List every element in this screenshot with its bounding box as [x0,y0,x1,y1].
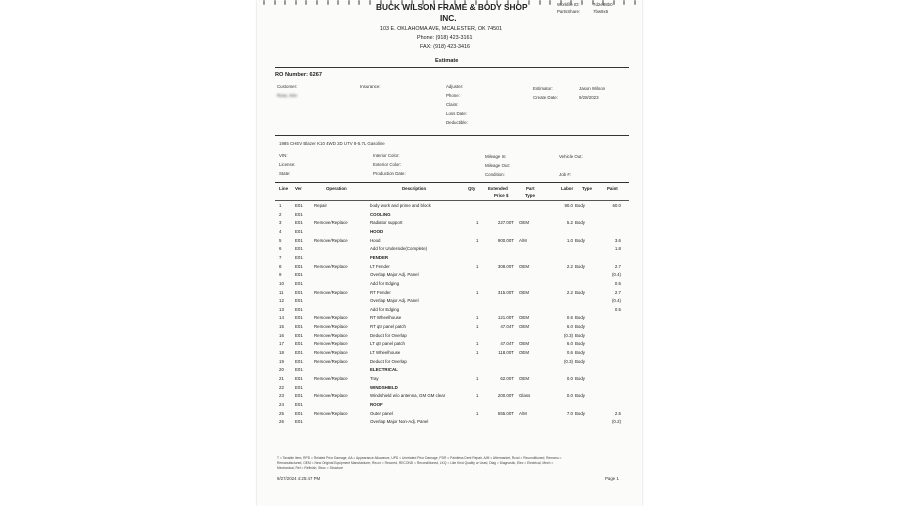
cell-desc: Deduct for Overlap [370,332,407,338]
cell-ver: E01 [295,401,303,407]
cell-labor: 0.6 [566,350,573,356]
cell-op: Remove/Replace [314,289,348,295]
cell-desc: Radiator support [370,220,403,226]
spiral-ring [274,0,276,5]
shop-address: 103 E. OKLAHOMA AVE, MCALESTER, OK 74501 [380,26,503,32]
cell-price: 121.00T [497,315,514,321]
cell-part: A/M [519,237,527,243]
customer-name: Ross, Kim [277,93,298,98]
cell-paint: (0.2) [611,419,621,425]
legend-line-2: Remanufactured, OEM = New Original Equipment Manufacturer, Recor = Recored, RECOND = Reconditioned, LKQ = Like Kind Quality or Used, Diag = Diagnostic, Elec = Electrical, Mech = [277,461,554,465]
table-row [257,272,642,281]
cell-type: Body [575,324,586,330]
cell-op: Remove/Replace [314,410,348,416]
shop-phone: Phone: (918) 423-3161 [417,35,473,41]
vehicle-description: 1985 CHEV Blazer K10 4WD 2D UTV 8-5.7L Gasoline [279,141,385,146]
cell-desc: Hood [370,237,381,243]
cell-line: 26 [279,419,284,425]
cell-line: 8 [279,263,282,269]
cell-desc: RT Fender [370,289,391,295]
cell-ver: E01 [295,203,303,208]
cell-part: OEM [519,376,530,381]
spiral-ring [284,0,286,5]
cell-line: 18 [279,350,284,356]
interior-color-label: Interior Color: [373,153,400,158]
cell-qty: 1 [476,393,479,399]
cell-price: 555.00T [497,410,514,416]
cell-op: Remove/Replace [314,393,348,399]
spiral-ring [613,0,615,5]
cell-ver: E01 [295,367,303,373]
spiral-ring [295,0,297,5]
table-row [257,350,642,359]
cell-line: 11 [279,289,284,295]
cell-type: Body [575,315,586,321]
cell-ver: E01 [295,315,303,321]
cell-price: 47.04T [500,341,514,347]
cell-op: Remove/Replace [314,315,348,321]
cell-qty: 1 [476,220,479,226]
cell-ver: E01 [295,376,303,381]
table-row [257,255,642,264]
customer-label: Customer: [277,84,298,89]
cell-paint: 0.5 [614,280,621,286]
create-date-value: 9/28/2023 [579,95,599,100]
cell-price: 227.00T [497,220,514,226]
table-row [257,367,642,376]
cell-part: OEM [519,324,530,330]
header-description: Description [402,186,427,191]
cell-ver: E01 [295,298,303,304]
cell-desc: RT qtr panel patch [370,324,406,330]
table-row [257,393,642,402]
table-row [257,229,642,238]
cell-price: 900.00T [497,237,514,243]
cell-ver: E01 [295,384,303,390]
cell-price: 47.04T [500,324,514,330]
cell-qty: 1 [476,237,479,243]
cell-desc: Add for Underside(Complete) [370,246,428,252]
cell-line: 21 [279,376,284,381]
cell-price: 315.00T [497,289,514,295]
claim-label: Claim: [446,102,459,107]
cell-line: 2 [279,211,282,217]
cell-paint: (0.4) [611,298,621,304]
cell-price: 308.00T [497,263,514,269]
cell-desc: Deduct for Overlap [370,358,407,364]
table-row [257,419,642,428]
vehicle-out-label: Vehicle Out: [559,154,583,159]
cell-desc: LT Wheelhouse [370,350,401,356]
cell-line: 17 [279,341,284,347]
cell-line: 20 [279,367,284,373]
cell-ver: E01 [295,220,303,226]
header-labor: Labor [561,186,574,191]
license-label: License: [279,162,296,167]
cell-part: OEM [519,220,530,226]
cell-paint: 3.6 [614,237,621,243]
cell-op: Remove/Replace [314,350,348,356]
table-row [257,333,642,342]
state-label: State: [279,171,291,176]
cell-op: Repair [314,203,327,208]
spiral-ring [316,0,318,5]
cell-ver: E01 [295,419,303,425]
cell-desc: Add for Edging [370,280,400,286]
adjuster-label: Adjuster: [446,84,464,89]
spiral-ring [369,0,371,5]
cell-op: Remove/Replace [314,237,348,243]
cell-op: Remove/Replace [314,341,348,347]
cell-labor: 0.0 [566,376,573,381]
cell-desc: LT Fender [370,263,390,269]
header-qty: Qty [468,186,476,191]
table-row [257,212,642,221]
cell-desc: ELECTRICAL [370,367,398,373]
table-row [257,264,642,273]
cell-labor: 90.0 [564,203,573,208]
cell-ver: E01 [295,341,303,347]
spiral-ring [539,0,541,5]
cell-labor: (0.3) [563,358,573,364]
cell-line: 9 [279,272,282,278]
cell-line: 7 [279,254,282,260]
cell-ver: E01 [295,246,303,252]
header-price-l1: Extended [488,186,508,191]
exterior-color-label: Exterior Color: [373,162,402,167]
cell-type: Body [575,220,586,226]
header-part-l1: Part [526,186,535,191]
shop-name-inc: INC. [440,13,457,23]
cell-paint: 2.7 [614,263,621,269]
cell-ver: E01 [295,211,303,217]
legend-line-1: T = Taxable Item, RPD = Related Prior Damage, AA = Appearance Allowance, UPD = Unrelated Prior Damage, PDR = Paintless Dent Repair, A/M = Aftermarket, Rcnd = Reconditioned, Remanu = [277,456,562,460]
vin-label: VIN: [279,153,288,158]
cell-ver: E01 [295,410,303,416]
cell-desc: ROOF [370,401,383,407]
cell-desc: FENDER [370,254,389,260]
spiral-ring [337,0,339,5]
cell-labor: 0.6 [566,315,573,321]
cell-paint: 60.0 [612,203,621,208]
spiral-ring [263,0,265,5]
cell-ver: E01 [295,237,303,243]
cell-labor: 5.2 [566,220,573,226]
partshare-value: 7bw9x5 [593,9,609,14]
print-timestamp: 9/27/2024 4:25:47 PM [277,476,321,481]
cell-paint: (0.4) [611,272,621,278]
shop-fax: FAX: (918) 423-3416 [420,44,471,50]
cell-part: Glass [519,393,531,399]
cell-type: Body [575,376,586,381]
workfile-label: Workfile ID: [557,2,580,7]
cell-qty: 1 [476,376,479,381]
production-date-label: Production Date: [373,171,406,176]
cell-line: 25 [279,410,284,416]
cell-qty: 1 [476,410,479,416]
cell-type: Body [575,410,586,416]
cell-desc: Overlap Major Adj. Panel [370,298,419,304]
cell-part: OEM [519,341,530,347]
cell-desc: Add for Edging [370,306,400,312]
cell-desc: Tray [370,376,379,381]
spiral-ring [581,0,583,5]
cell-labor: 1.0 [566,237,573,243]
cell-qty: 1 [476,324,479,330]
header-part-l2: Type [525,193,535,198]
spiral-ring [549,0,551,5]
cell-labor: 0.0 [566,393,573,399]
cell-price: 200.00T [497,393,514,399]
header-price-l2: Price $ [494,193,509,198]
spiral-ring [623,0,625,5]
cell-line: 16 [279,332,284,338]
cell-ver: E01 [295,254,303,260]
cell-line: 15 [279,324,284,330]
cell-labor: 7.0 [566,410,573,416]
cell-ver: E01 [295,280,303,286]
table-top-rule [275,182,629,183]
spiral-ring [348,0,350,5]
cell-part: OEM [519,315,530,321]
cell-line: 19 [279,358,284,364]
cell-line: 4 [279,228,282,234]
cell-line: 3 [279,220,282,226]
table-row [257,238,642,247]
cell-desc: COOLING [370,211,391,217]
table-row [257,220,642,229]
legend-line-3: Mechanical, Ref = Refinish, Struc = Structure [277,466,343,470]
cell-qty: 1 [476,341,479,347]
cell-op: Remove/Replace [314,220,348,226]
cell-line: 13 [279,306,284,312]
cell-ver: E01 [295,393,303,399]
table-row [257,307,642,316]
table-row [257,402,642,411]
cell-desc: Outer panel [370,410,393,416]
cell-part: OEM [519,350,530,356]
cell-line: 1 [279,203,282,208]
cell-qty: 1 [476,350,479,356]
cell-line: 12 [279,298,284,304]
cell-part: A/M [519,410,527,416]
cell-type: Body [575,203,586,208]
cell-line: 24 [279,401,284,407]
estimator-label: Estimator: [533,86,553,91]
cell-paint: 1.8 [614,246,621,252]
cell-op: Remove/Replace [314,324,348,330]
cell-op: Remove/Replace [314,332,348,338]
header-paint: Paint [607,186,618,191]
cell-desc: Windshield w/o antenna, GM GM clear [370,393,446,399]
cell-desc: Overlap Major Non-Adj. Panel [370,419,429,425]
cell-type: Body [575,393,586,399]
ro-number: RO Number: 6267 [275,72,322,78]
mileage-out-label: Mileage Out: [485,163,510,168]
title-rule [275,67,629,68]
table-row [257,411,642,420]
cell-labor: 6.0 [566,341,573,347]
spiral-ring [305,0,307,5]
shop-name: BUCK WILSON FRAME & BODY SHOP [376,2,528,12]
cell-ver: E01 [295,358,303,364]
condition-label: Condition: [485,172,505,177]
table-row [257,341,642,350]
table-row [257,324,642,333]
header-ver: Ver [295,186,302,191]
table-row [257,246,642,255]
spiral-ring [358,0,360,5]
phone-label: Phone: [446,93,460,98]
cell-part: OEM [519,289,530,295]
table-row [257,298,642,307]
cell-line: 23 [279,393,284,399]
table-row [257,281,642,290]
cell-part: OEM [519,263,530,269]
cell-type: Body [575,289,586,295]
table-row [257,315,642,324]
mileage-in-label: Mileage In: [485,154,507,159]
loss-date-label: Loss Date: [446,111,467,116]
job-number-label: Job #: [559,172,571,177]
header-type: Type [582,186,592,191]
cell-ver: E01 [295,306,303,312]
cell-line: 10 [279,280,284,286]
cell-qty: 1 [476,289,479,295]
header-operation: Operation [326,186,347,191]
cell-desc: LT qtr panel patch [370,341,405,347]
cell-op: Remove/Replace [314,376,348,381]
cell-paint: 0.5 [614,306,621,312]
cell-type: Body [575,358,586,364]
vehicle-rule [275,135,629,136]
cell-price: 118.00T [498,350,514,356]
cell-op: Remove/Replace [314,263,348,269]
table-row [257,203,642,212]
cell-desc: body work and prime and block [370,203,431,208]
table-row [257,385,642,394]
cell-ver: E01 [295,350,303,356]
table-row [257,359,642,368]
cell-desc: WINDSHIELD [370,384,398,390]
cell-price: 62.00T [500,376,514,381]
cell-type: Body [575,237,586,243]
partshare-label: PartsShare: [557,9,581,14]
cell-ver: E01 [295,228,303,234]
cell-ver: E01 [295,289,303,295]
cell-type: Body [575,332,586,338]
spiral-ring [634,0,636,5]
estimate-document [257,0,642,506]
cell-desc: Overlap Major Adj. Panel [370,272,419,278]
cell-labor: 2.2 [566,263,573,269]
table-row [257,376,642,385]
cell-labor: (0.3) [563,332,573,338]
cell-ver: E01 [295,263,303,269]
table-header-rule [275,200,629,201]
cell-paint: 2.7 [614,289,621,295]
header-line: Line [279,186,289,191]
table-row [257,290,642,299]
cell-line: 22 [279,384,284,390]
cell-qty: 1 [476,263,479,269]
estimator-value: Jason Wilson [579,86,606,91]
cell-line: 5 [279,237,282,243]
deductible-label: Deductible: [446,120,468,125]
cell-labor: 2.2 [566,289,573,295]
cell-desc: RT Wheelhouse [370,315,402,321]
cell-type: Body [575,341,586,347]
cell-line: 14 [279,315,284,321]
doc-title: Estimate [435,58,459,64]
spiral-ring [327,0,329,5]
cell-type: Body [575,350,586,356]
create-date-label: Create Date: [533,95,558,100]
cell-line: 6 [279,246,282,252]
page-number: Page 1 [605,476,619,481]
cell-op: Remove/Replace [314,358,348,364]
cell-type: Body [575,263,586,269]
cell-ver: E01 [295,332,303,338]
cell-labor: 6.0 [566,324,573,330]
cell-ver: E01 [295,324,303,330]
insurance-label: Insurance: [360,84,381,89]
spiral-ring [528,0,530,5]
cell-desc: HOOD [370,228,384,234]
cell-ver: E01 [295,272,303,278]
cell-qty: 1 [476,315,479,321]
workfile-value: 7d2e88b0 [593,2,613,7]
cell-paint: 2.5 [614,410,621,416]
